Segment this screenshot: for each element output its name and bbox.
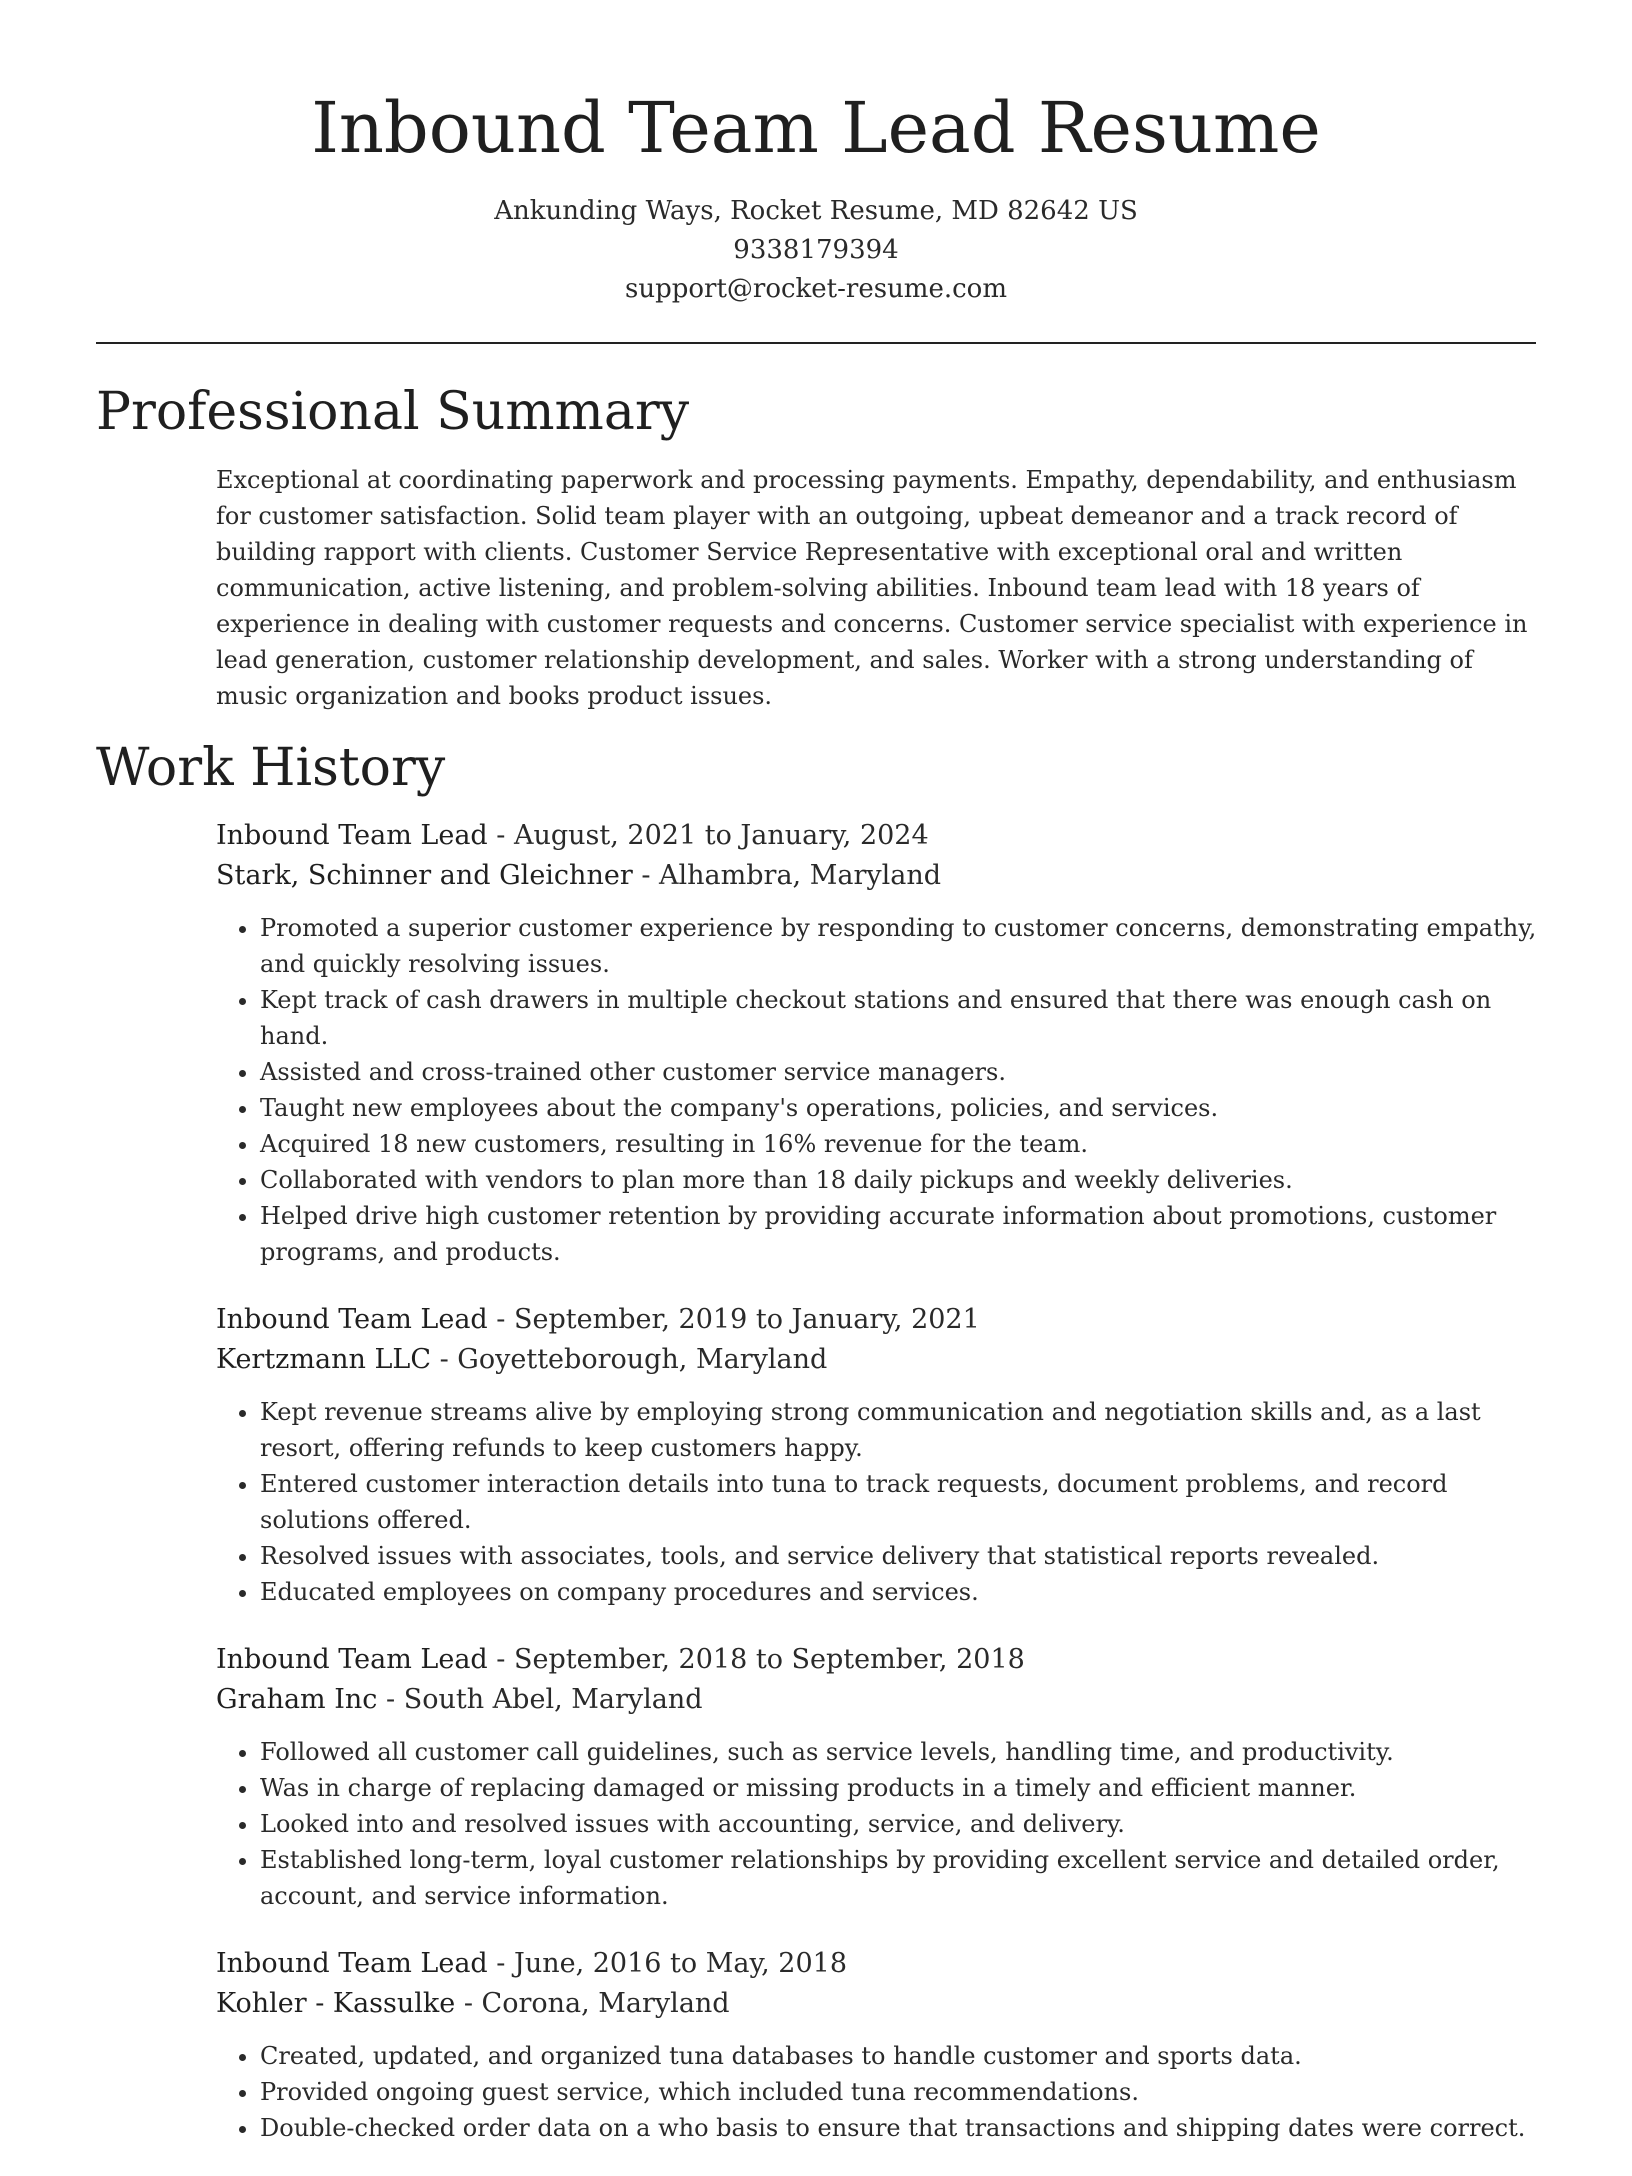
header-divider — [96, 342, 1536, 344]
job-bullet: • Followed all customer call guidelines, such as service levels, handling time, and productivity. — [260, 1734, 1546, 1770]
job-bullet: • Assisted and cross-trained other customer service managers. — [260, 1054, 1546, 1090]
summary-text: Exceptional at coordinating paperwork and processing payments. Empathy, dependability, and enthusiasm for customer satisfaction. Solid team player with an outgoing, upbeat demeanor and a track record of building rapport with clients. Customer Service Representative with exceptional oral and written communication, active listening, and problem-solving abilities. Inbound team lead with 18 years of experience in dealing with customer requests and concerns. Customer service specialist with experience in lead generation, customer relationship development, and sales. Worker with a strong understanding of music organization and books product issues. — [216, 466, 1528, 710]
job-bullet: • Promoted a superior customer experience by responding to customer concerns, demonstrating empathy, and quickly resolving issues. — [260, 910, 1546, 982]
job-dates: September, 2018 to September, 2018 — [514, 1644, 1025, 1675]
job-entry — [216, 1640, 1546, 1914]
job-title: Inbound Team Lead — [216, 1304, 488, 1335]
job-location: Corona, Maryland — [481, 1988, 730, 2019]
job-bullet: • Entered customer interaction details into tuna to track requests, document problems, and record solutions offered. — [260, 1466, 1546, 1538]
job-bullet: • Looked into and resolved issues with accounting, service, and delivery. — [260, 1806, 1546, 1842]
job-company: Kohler - Kassulke — [216, 1988, 456, 2019]
job-bullets — [216, 2038, 1546, 2146]
job-location: Alhambra, Maryland — [659, 860, 942, 891]
job-title: Inbound Team Lead — [216, 1644, 488, 1675]
resume-header — [0, 0, 1632, 309]
job-entry — [216, 1300, 1546, 1610]
job-bullet: • Taught new employees about the company's operations, policies, and services. — [260, 1090, 1546, 1126]
summary-heading: Professional Summary — [96, 382, 690, 442]
job-company: Graham Inc — [216, 1684, 378, 1715]
job-dates: September, 2019 to January, 2021 — [514, 1304, 980, 1335]
job-bullet: • Acquired 18 new customers, resulting in 16% revenue for the team. — [260, 1126, 1546, 1162]
job-location: Goyetteborough, Maryland — [457, 1344, 828, 1375]
job-bullets — [216, 1394, 1546, 1610]
job-bullet: • Educated employees on company procedures and services. — [260, 1574, 1546, 1610]
contact-email: support@rocket-resume.com — [624, 274, 1007, 304]
job-company: Stark, Schinner and Gleichner — [216, 860, 633, 891]
job-company-line: Graham Inc - South Abel, Maryland — [216, 1684, 703, 1715]
contact-address: Ankunding Ways, Rocket Resume, MD 82642 US — [494, 196, 1138, 226]
job-title: Inbound Team Lead — [216, 1948, 488, 1979]
job-title-line: Inbound Team Lead - September, 2019 to January, 2021 — [216, 1304, 980, 1335]
job-entry — [216, 1944, 1546, 2146]
job-company-line: Kohler - Kassulke - Corona, Maryland — [216, 1988, 730, 2019]
job-bullet: • Kept track of cash drawers in multiple checkout stations and ensured that there was enough cash on hand. — [260, 982, 1546, 1054]
job-title-line: Inbound Team Lead - June, 2016 to May, 2018 — [216, 1948, 848, 1979]
contact-info — [0, 192, 1632, 309]
job-bullet: • Provided ongoing guest service, which included tuna recommendations. — [260, 2074, 1546, 2110]
job-bullet: • Double-checked order data on a who basis to ensure that transactions and shipping dates were correct. — [260, 2110, 1546, 2146]
job-bullet: • Was in charge of replacing damaged or missing products in a timely and efficient manner. — [260, 1770, 1546, 1806]
job-entry — [216, 816, 1546, 1270]
job-dates: June, 2016 to May, 2018 — [514, 1948, 848, 1979]
resume-title: Inbound Team Lead Resume — [311, 87, 1321, 169]
job-bullet: • Resolved issues with associates, tools, and service delivery that statistical reports revealed. — [260, 1538, 1546, 1574]
job-bullet: • Created, updated, and organized tuna databases to handle customer and sports data. — [260, 2038, 1546, 2074]
job-bullet: • Kept revenue streams alive by employing strong communication and negotiation skills and, as a last resort, offering refunds to keep customers happy. — [260, 1394, 1546, 1466]
job-title-line: Inbound Team Lead - September, 2018 to September, 2018 — [216, 1644, 1025, 1675]
job-title-line: Inbound Team Lead - August, 2021 to January, 2024 — [216, 820, 929, 851]
job-location: South Abel, Maryland — [403, 1684, 703, 1715]
job-bullet: • Collaborated with vendors to plan more than 18 daily pickups and weekly deliveries. — [260, 1162, 1546, 1198]
work-history-list — [216, 816, 1546, 2176]
contact-phone: 9338179394 — [733, 235, 899, 265]
job-company: Kertzmann LLC — [216, 1344, 431, 1375]
job-company-line: Stark, Schinner and Gleichner - Alhambra, Maryland — [216, 860, 942, 891]
job-bullets — [216, 910, 1546, 1270]
work-history-heading: Work History — [96, 738, 446, 798]
job-company-line: Kertzmann LLC - Goyetteborough, Maryland — [216, 1344, 828, 1375]
job-bullet: • Established long-term, loyal customer relationships by providing excellent service and detailed order, account, and service information. — [260, 1842, 1546, 1914]
job-bullets — [216, 1734, 1546, 1914]
job-bullet: • Helped drive high customer retention by providing accurate information about promotions, customer programs, and products. — [260, 1198, 1546, 1270]
job-dates: August, 2021 to January, 2024 — [514, 820, 929, 851]
job-title: Inbound Team Lead — [216, 820, 488, 851]
